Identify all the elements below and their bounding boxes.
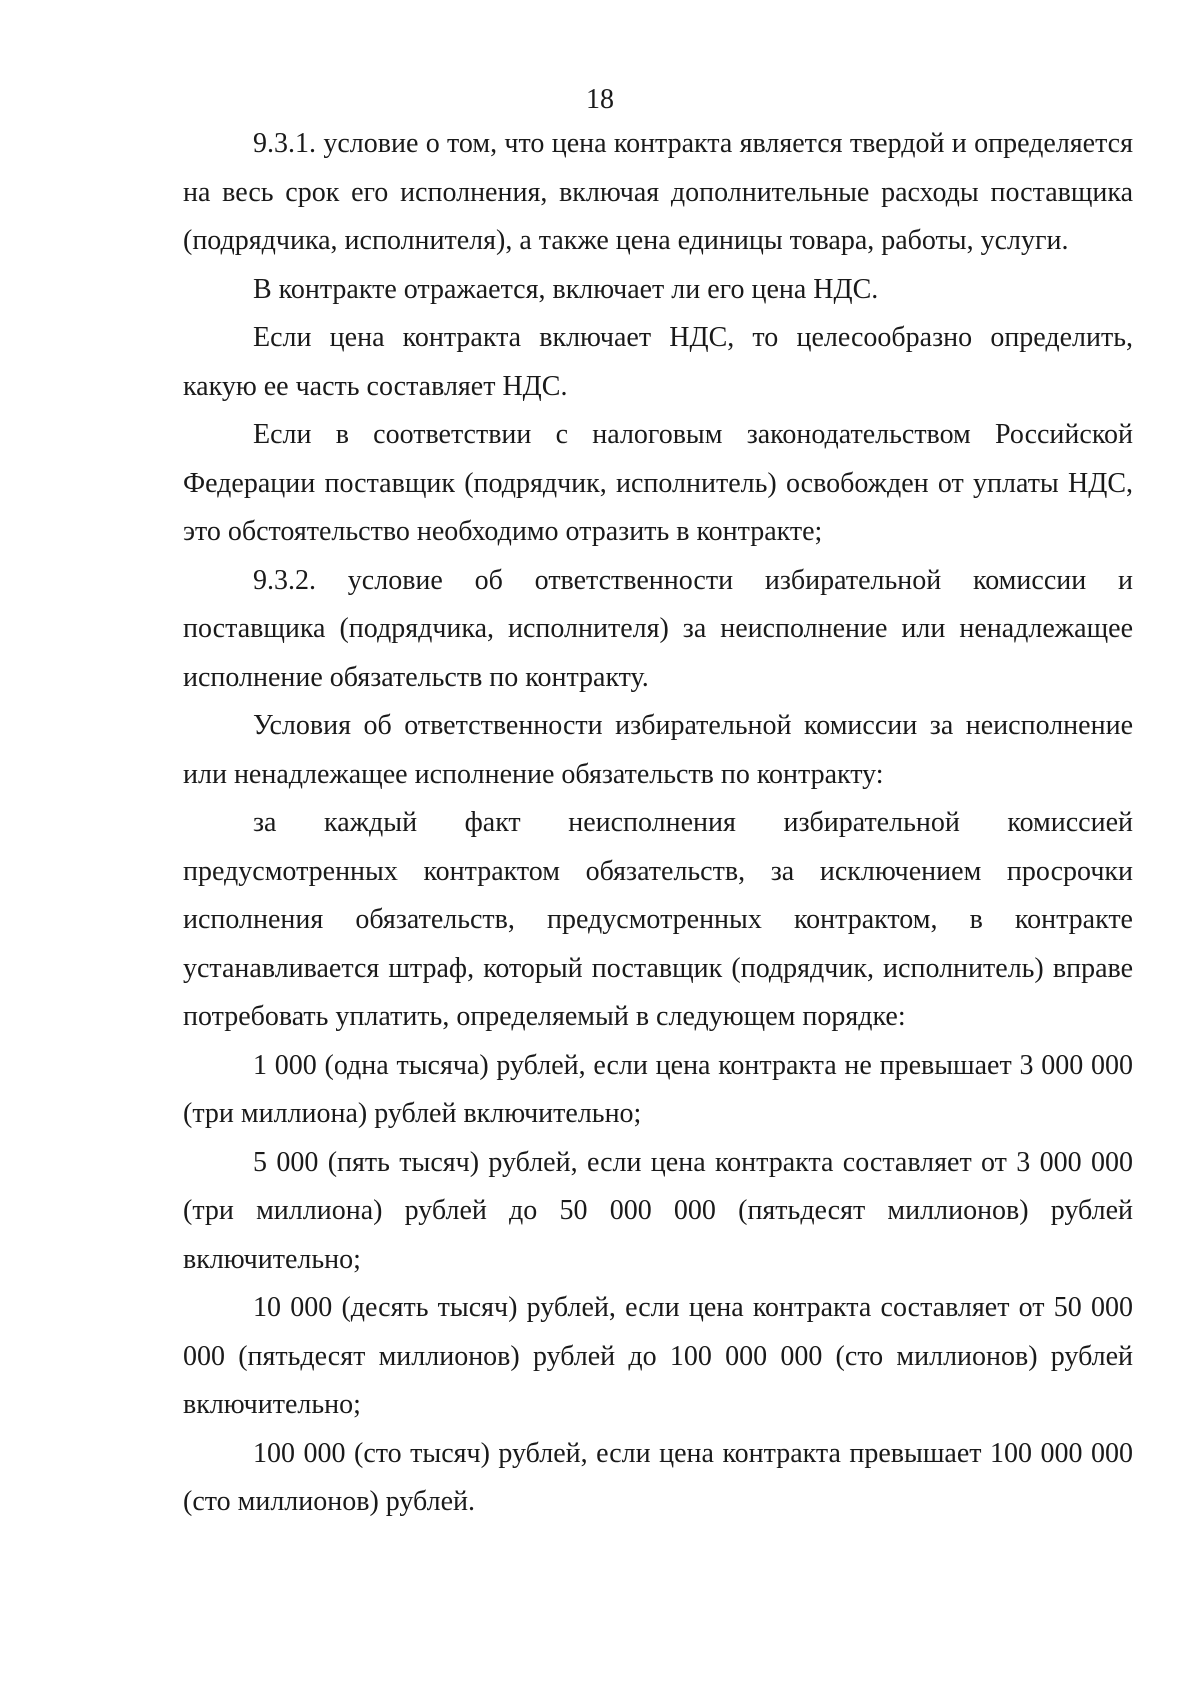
paragraph-fine-rule: за каждый факт неисполнения избирательной комиссией предусмотренных контрактом обязательств, за исключением просрочки исполнения обязательств, предусмотренных контрактом, в контракте устанавливается штраф, который поставщик (подрядчик, исполнитель) вправе потребовать уплатить, определяемый в следующем порядке:: [183, 807, 1133, 1032]
paragraph-fine-tier-4: 100 000 (сто тысяч) рублей, если цена контракта превышает 100 000 000 (сто миллионов) рублей.: [183, 1437, 1133, 1517]
paragraph-fine-tier-2: 5 000 (пять тысяч) рублей, если цена контракта составляет от 3 000 000 (три миллиона) рублей до 50 000 000 (пятьдесят миллионов) рублей включительно;: [183, 1146, 1133, 1275]
paragraph-vat-exemption: Если в соответствии с налоговым законодательством Российской Федерации поставщик (подрядчик, исполнитель) освобожден от уплаты НДС, это обстоятельство необходимо отразить в контракте;: [183, 419, 1133, 547]
paragraph-vat-inclusion: В контракте отражается, включает ли его цена НДС.: [253, 273, 879, 305]
paragraph-9-3-2: 9.3.2. условие об ответственности избирательной комиссии и поставщика (подрядчика, исполнителя) за неисполнение или ненадлежащее исполнение обязательств по контракту.: [183, 564, 1133, 693]
paragraph-9-3-1: 9.3.1. условие о том, что цена контракта является твердой и определяется на весь срок его исполнения, включая дополнительные расходы поставщика (подрядчика, исполнителя), а также цена единицы товара, работы, услуги.: [183, 128, 1133, 256]
paragraph-fine-tier-1: 1 000 (одна тысяча) рублей, если цена контракта не превышает 3 000 000 (три миллиона) рублей включительно;: [183, 1049, 1133, 1129]
document-body: [183, 120, 1133, 1527]
paragraph-fine-tier-3: 10 000 (десять тысяч) рублей, если цена контракта составляет от 50 000 000 (пятьдесят миллионов) рублей до 100 000 000 (сто миллионов) рублей включительно;: [183, 1292, 1133, 1420]
page-number: 18: [586, 84, 614, 115]
paragraph-vat-share: Если цена контракта включает НДС, то целесообразно определить, какую ее часть составляет НДС.: [183, 322, 1133, 402]
paragraph-commission-liability: Условия об ответственности избирательной комиссии за неисполнение или ненадлежащее исполнение обязательств по контракту:: [183, 710, 1133, 790]
